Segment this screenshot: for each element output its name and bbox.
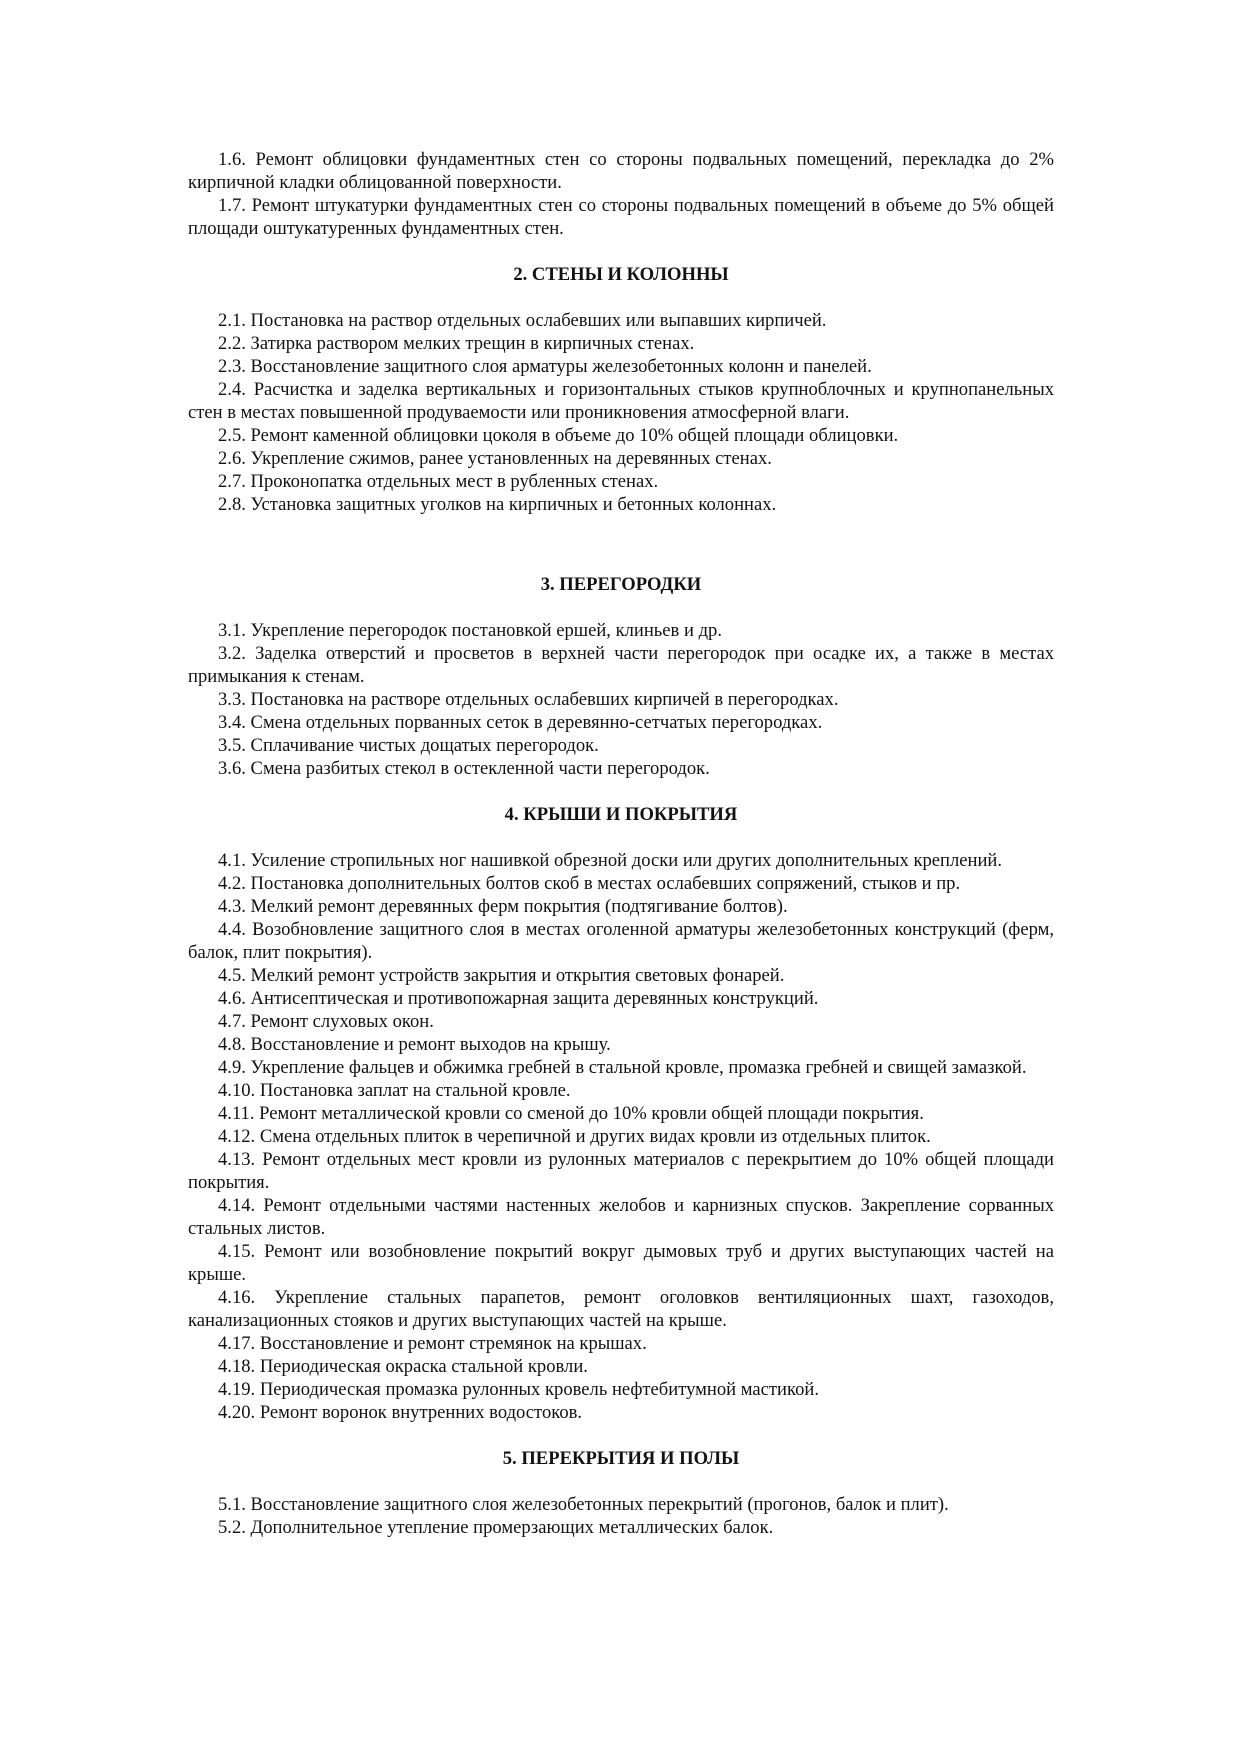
- item-2-1: 2.1. Постановка на раствор отдельных ослабевших или выпавших кирпичей.: [218, 310, 827, 331]
- item-4-6: 4.6. Антисептическая и противопожарная защита деревянных конструкций.: [218, 988, 819, 1009]
- item-2-4: 2.4. Расчистка и заделка вертикальных и горизонтальных стыков крупноблочных и крупнопанельных стен в местах повышенной продуваемости или проникновения атмосферной влаги.: [188, 379, 1054, 423]
- item-4-14: 4.14. Ремонт отдельными частями настенных желобов и карнизных спусков. Закрепление сорванных стальных листов.: [188, 1195, 1054, 1239]
- item-4-15: 4.15. Ремонт или возобновление покрытий вокруг дымовых труб и других выступающих частей на крыше.: [188, 1241, 1054, 1285]
- item-3-6: 3.6. Смена разбитых стекол в остекленной части перегородок.: [218, 758, 710, 779]
- item-4-8: 4.8. Восстановление и ремонт выходов на крышу.: [218, 1034, 611, 1055]
- section-title-walls: 2. СТЕНЫ И КОЛОННЫ: [513, 264, 729, 285]
- item-2-5: 2.5. Ремонт каменной облицовки цоколя в объеме до 10% общей площади облицовки.: [218, 425, 899, 446]
- item-4-17: 4.17. Восстановление и ремонт стремянок на крышах.: [218, 1333, 647, 1354]
- item-4-12: 4.12. Смена отдельных плиток в черепичной и других видах кровли из отдельных плиток.: [218, 1126, 931, 1147]
- item-2-2: 2.2. Затирка раствором мелких трещин в кирпичных стенах.: [218, 333, 695, 354]
- document-page: [188, 148, 1054, 1539]
- item-1-7: 1.7. Ремонт штукатурки фундаментных стен со стороны подвальных помещений в объеме до 5% общей площади оштукатуренных фундаментных стен.: [188, 195, 1054, 239]
- item-4-1: 4.1. Усиление стропильных ног нашивкой обрезной доски или других дополнительных креплений.: [218, 850, 1003, 871]
- section-title-roofs: 4. КРЫШИ И ПОКРЫТИЯ: [504, 804, 738, 825]
- item-3-1: 3.1. Укрепление перегородок постановкой ершей, клиньев и др.: [218, 620, 722, 641]
- item-4-10: 4.10. Постановка заплат на стальной кровле.: [218, 1080, 571, 1101]
- item-4-3: 4.3. Мелкий ремонт деревянных ферм покрытия (подтягивание болтов).: [218, 896, 788, 917]
- item-3-3: 3.3. Постановка на растворе отдельных ослабевших кирпичей в перегородках.: [218, 689, 839, 710]
- item-4-9: 4.9. Укрепление фальцев и обжимка гребней в стальной кровле, промазка гребней и свищей замазкой.: [218, 1057, 1027, 1078]
- item-4-11: 4.11. Ремонт металлической кровли со сменой до 10% кровли общей площади покрытия.: [218, 1103, 924, 1124]
- section-title-partitions: 3. ПЕРЕГОРОДКИ: [540, 574, 702, 595]
- item-2-7: 2.7. Проконопатка отдельных мест в рубленных стенах.: [218, 471, 659, 492]
- item-4-20: 4.20. Ремонт воронок внутренних водостоков.: [218, 1402, 583, 1423]
- item-4-13: 4.13. Ремонт отдельных мест кровли из рулонных материалов с перекрытием до 10% общей площади покрытия.: [188, 1149, 1054, 1193]
- item-1-6: 1.6. Ремонт облицовки фундаментных стен со стороны подвальных помещений, перекладка до 2% кирпичной кладки облицованной поверхности.: [188, 149, 1054, 193]
- item-2-6: 2.6. Укрепление сжимов, ранее установленных на деревянных стенах.: [218, 448, 772, 469]
- item-2-3: 2.3. Восстановление защитного слоя арматуры железобетонных колонн и панелей.: [218, 356, 872, 377]
- item-3-4: 3.4. Смена отдельных порванных сеток в деревянно-сетчатых перегородках.: [218, 712, 823, 733]
- item-4-18: 4.18. Периодическая окраска стальной кровли.: [218, 1356, 588, 1377]
- item-4-4: 4.4. Возобновление защитного слоя в местах оголенной арматуры железобетонных конструкций (ферм, балок, плит покрытия).: [188, 919, 1054, 963]
- item-5-1: 5.1. Восстановление защитного слоя железобетонных перекрытий (прогонов, балок и плит).: [218, 1494, 949, 1515]
- item-3-2: 3.2. Заделка отверстий и просветов в верхней части перегородок при осадке их, а также в местах примыкания к стенам.: [188, 643, 1054, 687]
- section-title-floors: 5. ПЕРЕКРЫТИЯ И ПОЛЫ: [502, 1448, 740, 1469]
- item-5-2: 5.2. Дополнительное утепление промерзающих металлических балок.: [218, 1517, 774, 1538]
- item-4-5: 4.5. Мелкий ремонт устройств закрытия и открытия световых фонарей.: [218, 965, 785, 986]
- item-4-2: 4.2. Постановка дополнительных болтов скоб в местах ослабевших сопряжений, стыков и пр.: [218, 873, 961, 894]
- item-4-16: 4.16. Укрепление стальных парапетов, ремонт оголовков вентиляционных шахт, газоходов, канализационных стояков и других выступающих частей на крыше.: [188, 1287, 1054, 1331]
- item-4-19: 4.19. Периодическая промазка рулонных кровель нефтебитумной мастикой.: [218, 1379, 819, 1400]
- item-4-7: 4.7. Ремонт слуховых окон.: [218, 1011, 434, 1032]
- item-2-8: 2.8. Установка защитных уголков на кирпичных и бетонных колоннах.: [218, 494, 777, 515]
- item-3-5: 3.5. Сплачивание чистых дощатых перегородок.: [218, 735, 599, 756]
